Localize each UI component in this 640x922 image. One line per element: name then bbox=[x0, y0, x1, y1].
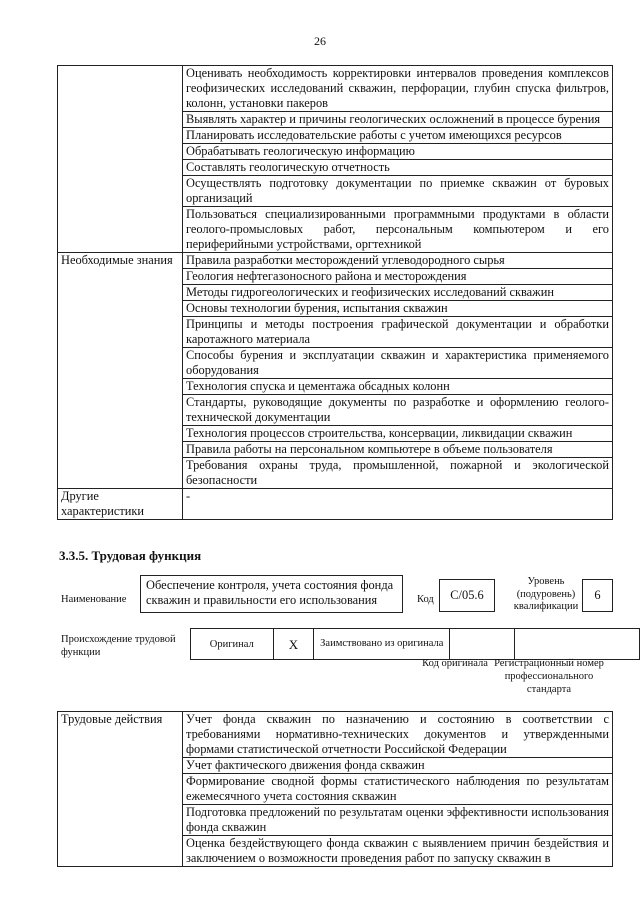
original-label: Оригинал bbox=[191, 629, 274, 660]
knowledge-item: Правила работы на персональном компьютере в объеме пользователя bbox=[183, 442, 613, 458]
knowledge-item: Методы гидрогеологических и геофизических исследований скважин bbox=[183, 285, 613, 301]
table-row bbox=[58, 712, 613, 758]
knowledge-item: Стандарты, руководящие документы по разработке и оформлению геолого-технической документации bbox=[183, 395, 613, 426]
skills-knowledge-table bbox=[57, 65, 613, 520]
function-code-box: С/05.6 bbox=[439, 579, 495, 612]
table-row bbox=[58, 489, 613, 520]
origin-label: Происхождение трудовой функции bbox=[61, 634, 176, 658]
knowledge-item: Принципы и методы построения графической документации и обработки каротажного материала bbox=[183, 317, 613, 348]
labor-action-item: Оценка бездействующего фонда скважин с выявлением причин бездействия и заключением о возможности проведения работ по запуску скважин в bbox=[183, 836, 613, 867]
other-characteristics-value: - bbox=[183, 489, 613, 520]
labor-action-item: Учет фонда скважин по назначению и состоянию в соответствии с требованиями нормативно-технических документов и утвержденными формами статистической отчетности Российской Федерации bbox=[183, 712, 613, 758]
labor-action-item: Учет фактического движения фонда скважин bbox=[183, 758, 613, 774]
skill-item: Пользоваться специализированными программными продуктами в области геолого-промысловых работ, персональным компьютером и его периферийными устройствами, оргтехникой bbox=[183, 207, 613, 253]
knowledge-item: Геология нефтегазоносного района и месторождения bbox=[183, 269, 613, 285]
qualification-level-label: Уровень (подуровень) квалификации bbox=[513, 576, 579, 612]
knowledge-item: Технология процессов строительства, консервации, ликвидации скважин bbox=[183, 426, 613, 442]
knowledge-item: Основы технологии бурения, испытания скважин bbox=[183, 301, 613, 317]
skill-item: Осуществлять подготовку документации по приемке скважин от буровых организаций bbox=[183, 176, 613, 207]
knowledge-item: Технология спуска и цементажа обсадных колонн bbox=[183, 379, 613, 395]
skill-item: Планировать исследовательские работы с учетом имеющихся ресурсов bbox=[183, 128, 613, 144]
section-title: 3.3.5. Трудовая функция bbox=[59, 548, 202, 563]
function-header bbox=[57, 572, 613, 616]
labor-actions-table bbox=[57, 711, 613, 867]
table-row bbox=[191, 629, 640, 660]
skill-item: Составлять геологическую отчетность bbox=[183, 160, 613, 176]
origin-table bbox=[190, 628, 640, 660]
skill-item: Выявлять характер и причины геологических осложнений в процессе бурения bbox=[183, 112, 613, 128]
knowledge-item: Способы бурения и эксплуатации скважин и характеристика применяемого оборудования bbox=[183, 348, 613, 379]
name-label: Наименование bbox=[61, 594, 127, 605]
page-number: 26 bbox=[314, 34, 326, 48]
skill-item: Оценивать необходимость корректировки интервалов проведения комплексов геофизических исследований скважин, перфорации, глубин спуска фильтров, колонн, установки пакеров bbox=[183, 66, 613, 112]
table-row bbox=[58, 66, 613, 112]
function-name-box: Обеспечение контроля, учета состояния фонда скважин и правильности его использования bbox=[140, 575, 403, 613]
labor-action-item: Подготовка предложений по результатам оценки эффективности использования фонда скважин bbox=[183, 805, 613, 836]
registration-number-cell bbox=[514, 629, 639, 660]
other-characteristics-label: Другие характеристики bbox=[58, 489, 183, 520]
knowledge-item: Требования охраны труда, промышленной, пожарной и экологической безопасности bbox=[183, 458, 613, 489]
code-label: Код bbox=[417, 594, 434, 605]
knowledge-item: Правила разработки месторождений углеводородного сырья bbox=[183, 253, 613, 269]
table-row bbox=[58, 253, 613, 269]
skills-label-cell bbox=[58, 66, 183, 253]
knowledge-label: Необходимые знания bbox=[58, 253, 183, 489]
skill-item: Обрабатывать геологическую информацию bbox=[183, 144, 613, 160]
original-code-cell bbox=[450, 629, 514, 660]
original-code-caption: Код оригинала bbox=[422, 658, 488, 669]
qualification-level-box: 6 bbox=[582, 579, 613, 612]
labor-actions-label: Трудовые действия bbox=[58, 712, 183, 867]
labor-action-item: Формирование сводной формы статистического наблюдения по результатам ежемесячного учета состояния скважин bbox=[183, 774, 613, 805]
borrowed-label: Заимствовано из оригинала bbox=[314, 629, 450, 660]
original-mark: X bbox=[273, 629, 314, 660]
registration-number-caption: Регистрационный номер профессионального стандарта bbox=[494, 658, 604, 695]
